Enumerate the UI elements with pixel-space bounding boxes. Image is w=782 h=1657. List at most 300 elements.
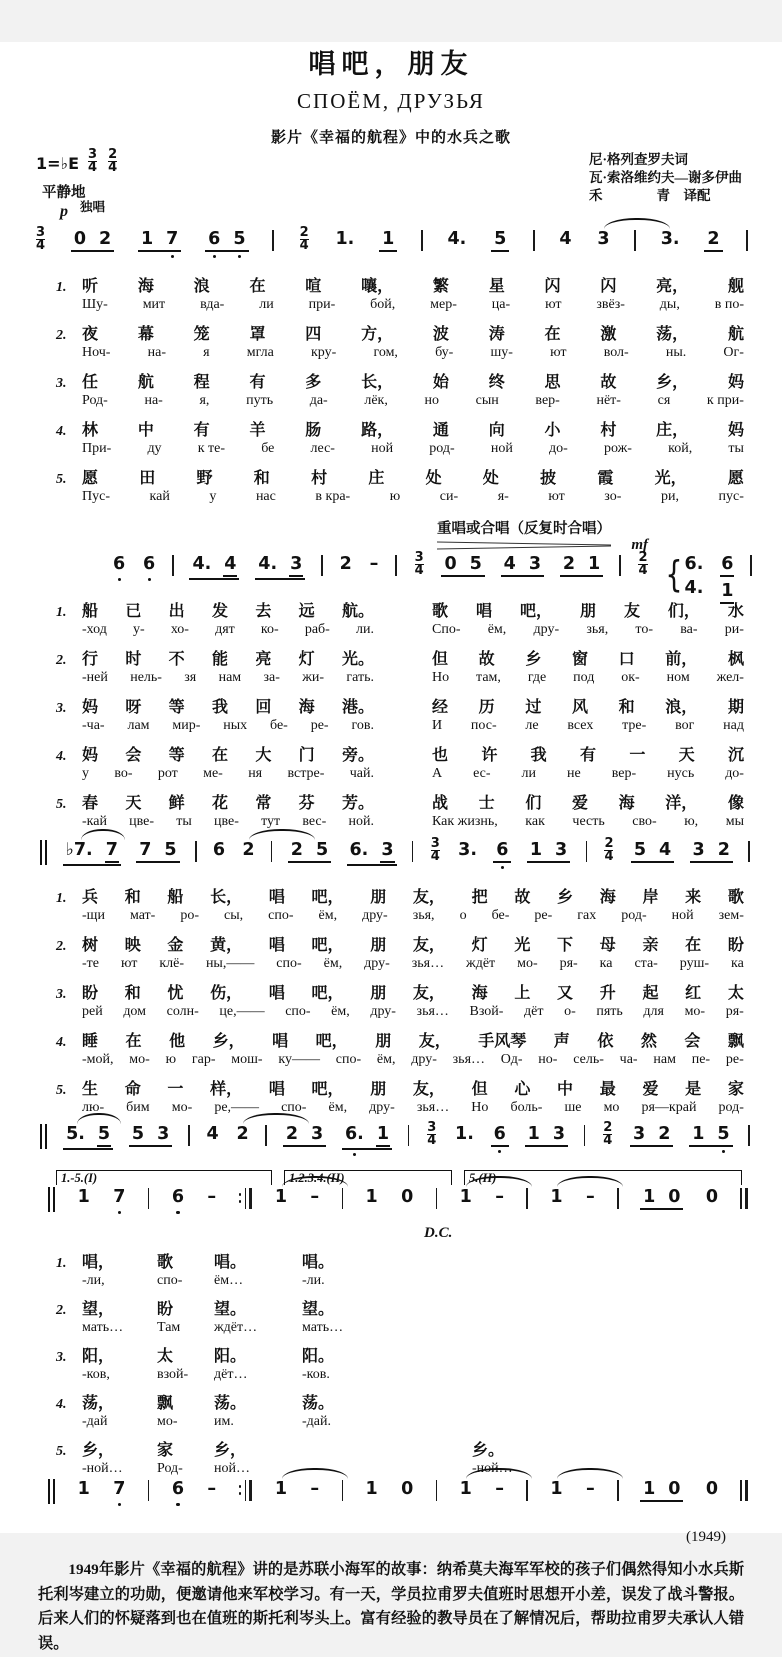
lyric-row-ru bbox=[56, 1273, 744, 1289]
note-value: 1. bbox=[455, 1124, 474, 1144]
note-value: 4 bbox=[223, 554, 237, 577]
note bbox=[223, 554, 237, 577]
note-value: 1. bbox=[335, 229, 355, 249]
note bbox=[667, 1187, 681, 1207]
lyric-syllable: до- bbox=[549, 441, 568, 456]
lyric-syllable: ли bbox=[259, 297, 274, 312]
lyric-syllable: 去 bbox=[255, 603, 272, 620]
lyric-syllable: -дай bbox=[82, 1414, 108, 1429]
composition-year: (1949) bbox=[686, 1529, 726, 1545]
lyric-syllable: зо- bbox=[604, 489, 622, 504]
beam-group bbox=[63, 840, 121, 866]
barline bbox=[436, 1188, 438, 1209]
page-title-russian: СПОЁМ, ДРУЗЬЯ bbox=[297, 89, 485, 113]
element bbox=[249, 1480, 253, 1501]
lyric-syllable: гом, bbox=[373, 345, 398, 360]
lyric-syllable: во- bbox=[114, 766, 133, 781]
lyric-syllable: зя bbox=[184, 670, 197, 685]
note-value: 3. bbox=[458, 840, 477, 860]
note-value: 7 bbox=[105, 840, 119, 863]
note-value: – bbox=[310, 1187, 320, 1207]
note-value: – bbox=[495, 1479, 504, 1499]
note-value: 1 bbox=[459, 1479, 472, 1499]
lyric-syllable: 把 bbox=[471, 889, 488, 906]
time-top: 3 bbox=[430, 836, 440, 851]
da-capo-mark: D.C. bbox=[424, 1225, 453, 1241]
lyric-syllable: спо- bbox=[276, 956, 302, 971]
lyric-syllable: 乡。 bbox=[472, 1442, 505, 1459]
system-bracket bbox=[40, 1124, 47, 1149]
lyric-syllable: 和 bbox=[618, 699, 635, 716]
lyric-syllable: 沉 bbox=[727, 747, 744, 764]
note-value: 2 bbox=[290, 840, 303, 860]
lyric-syllable: ты bbox=[176, 814, 192, 829]
note bbox=[380, 840, 394, 863]
music-line-3 bbox=[40, 836, 750, 876]
mf-dynamic: mf bbox=[631, 537, 648, 553]
lyric-syllable: 等 bbox=[168, 747, 185, 764]
element bbox=[82, 1296, 744, 1319]
lyric-syllable: сель- bbox=[573, 1052, 604, 1067]
note bbox=[376, 1124, 390, 1147]
note-value: 3 bbox=[380, 840, 394, 863]
time-bottom: 4 bbox=[603, 1133, 613, 1148]
lyric-syllable: 披 bbox=[540, 470, 557, 487]
lyric-syllable: 又 bbox=[557, 985, 574, 1002]
lyric-syllable: зья… bbox=[452, 1052, 486, 1067]
lyric-syllable: 乡， bbox=[214, 1442, 247, 1459]
lyric-syllable: -ча- bbox=[82, 718, 105, 733]
lyric-syllable: 海 bbox=[298, 699, 315, 716]
element bbox=[239, 1492, 242, 1495]
lyric-syllable: рей bbox=[82, 1004, 103, 1019]
lyric-syllable: -ход bbox=[82, 622, 107, 637]
beam-group bbox=[138, 229, 181, 252]
tie-arc bbox=[81, 829, 125, 840]
element bbox=[745, 1480, 749, 1501]
beam-group bbox=[630, 1124, 673, 1147]
lyric-syllable: ю, bbox=[684, 814, 699, 829]
element bbox=[82, 369, 744, 392]
ending-bracket-2: 1.2.3.4.(II) bbox=[284, 1170, 452, 1185]
lyric-row-zh bbox=[56, 1390, 744, 1413]
lyric-syllable: жел- bbox=[716, 670, 744, 685]
lyric-syllable: -ней bbox=[82, 670, 108, 685]
lyric-syllable: нам bbox=[653, 1052, 676, 1067]
lyric-syllable: 伤， bbox=[210, 985, 243, 1002]
chord-brace: { bbox=[665, 554, 683, 597]
barline bbox=[272, 230, 274, 251]
note-value: 2 bbox=[658, 1124, 671, 1144]
lyric-syllable: 中 bbox=[557, 1081, 574, 1098]
note-value: 2 bbox=[717, 840, 730, 860]
note-value: 6. bbox=[349, 840, 369, 860]
beam-group bbox=[189, 554, 239, 580]
lyric-row-ru bbox=[56, 670, 744, 686]
note bbox=[528, 554, 542, 574]
lyric-row-zh bbox=[56, 417, 744, 440]
lyric-syllable: 前， bbox=[665, 651, 698, 668]
barline bbox=[533, 230, 535, 251]
barline bbox=[617, 1188, 619, 1209]
lyric-syllable: мгла bbox=[246, 345, 274, 360]
lyric-syllable: 枫 bbox=[727, 651, 744, 668]
beam-group bbox=[689, 1124, 732, 1147]
lyric-syllable: 唱。 bbox=[302, 1254, 335, 1271]
beam-group bbox=[501, 554, 544, 577]
lyric-syllable: 来 bbox=[685, 889, 702, 906]
element bbox=[40, 1124, 42, 1149]
lyric-syllable: Как жизнь, bbox=[432, 814, 498, 829]
lyric-syllable: до- bbox=[725, 766, 744, 781]
note bbox=[171, 1479, 185, 1499]
lyric-syllable: 幕 bbox=[137, 326, 154, 343]
note bbox=[443, 554, 457, 574]
chord bbox=[665, 554, 704, 598]
crescendo-hairpin bbox=[435, 540, 613, 550]
note bbox=[667, 1479, 681, 1499]
lyric-syllable: 肠 bbox=[305, 422, 322, 439]
lyric-syllable: 大 bbox=[255, 747, 272, 764]
lyric-syllable: Шу- bbox=[82, 297, 108, 312]
lyric-syllable: 阳。 bbox=[214, 1348, 247, 1365]
lyric-syllable: 升 bbox=[599, 985, 616, 1002]
lyric-syllable: 在 bbox=[211, 747, 228, 764]
element bbox=[40, 840, 42, 865]
note-value: 1 bbox=[527, 1124, 540, 1144]
element bbox=[720, 554, 734, 604]
verse-number: 3. bbox=[56, 1350, 67, 1365]
lyric-syllable: мать… bbox=[302, 1320, 344, 1335]
note bbox=[691, 1124, 705, 1144]
lyric-syllable: ку—— bbox=[278, 1052, 320, 1067]
element bbox=[239, 1200, 242, 1203]
lyric-syllable: 海 bbox=[599, 889, 616, 906]
lyric-row-zh bbox=[56, 321, 744, 344]
lyric-syllable: 灯 bbox=[471, 937, 488, 954]
key-label: 1=♭E bbox=[36, 154, 80, 173]
lyric-syllable: 光。 bbox=[341, 651, 374, 668]
lyric-syllable: 家 bbox=[157, 1442, 174, 1459]
lyric-syllable: ждёт… bbox=[214, 1320, 258, 1335]
note bbox=[554, 840, 568, 860]
lyric-syllable: 然 bbox=[640, 1033, 657, 1050]
lyric-syllable: нель- bbox=[130, 670, 162, 685]
repeat-barline bbox=[239, 1187, 253, 1209]
lyric-syllable: ём, bbox=[323, 956, 343, 971]
note bbox=[503, 554, 517, 574]
lyric-syllable: 友， bbox=[412, 889, 445, 906]
lyric-syllable: 乡， bbox=[656, 374, 689, 391]
lyric-syllable: ся bbox=[657, 393, 671, 408]
lyric-syllable: 唱 bbox=[272, 1033, 289, 1050]
lyric-syllable: ю bbox=[389, 489, 401, 504]
note bbox=[469, 554, 483, 574]
lyric-syllable: зья, bbox=[412, 908, 435, 923]
note bbox=[562, 554, 576, 574]
lyric-syllable: мош- bbox=[231, 1052, 263, 1067]
ending-brackets bbox=[56, 1170, 742, 1185]
note-value: 6 bbox=[143, 554, 156, 574]
lyric-syllable: зья… bbox=[416, 1004, 449, 1019]
barline bbox=[584, 1125, 586, 1146]
verse-number: 2. bbox=[56, 328, 67, 343]
lyric-syllable: ды, bbox=[659, 297, 680, 312]
time-bottom: 4 bbox=[299, 238, 309, 253]
credits bbox=[589, 151, 742, 205]
lyric-syllable: 港。 bbox=[341, 699, 374, 716]
beam-group bbox=[527, 840, 570, 863]
beam-group bbox=[136, 840, 179, 863]
translator-credit: 禾 青 译配 bbox=[588, 188, 711, 203]
note-value: 5 bbox=[494, 229, 507, 249]
note-value: 3 bbox=[528, 554, 542, 574]
lyric-syllable: 故 bbox=[600, 374, 617, 391]
lyric-syllable: вес- bbox=[302, 814, 327, 829]
lyric-syllable: ше bbox=[564, 1100, 582, 1115]
note bbox=[77, 1187, 91, 1207]
element bbox=[432, 742, 744, 765]
lyric-syllable: ря- bbox=[725, 1004, 744, 1019]
lyric-row-zh bbox=[56, 1076, 744, 1099]
barline bbox=[526, 1188, 528, 1209]
note-value: 0 bbox=[401, 1479, 414, 1499]
note bbox=[142, 554, 156, 574]
note-value: 2 bbox=[339, 554, 352, 574]
element bbox=[82, 345, 744, 361]
note-value: 1 bbox=[77, 1479, 90, 1499]
time-bottom: 4 bbox=[430, 849, 440, 864]
note bbox=[285, 1124, 299, 1144]
lyric-syllable: ём, bbox=[328, 1100, 348, 1115]
lyric-syllable: цве- bbox=[213, 814, 239, 829]
lyric-row-ru bbox=[56, 1461, 744, 1477]
note bbox=[241, 840, 255, 860]
time-bottom: 4 bbox=[427, 1133, 437, 1148]
note-value: 6 bbox=[208, 229, 221, 249]
lyric-syllable: дру- bbox=[411, 1052, 437, 1067]
verse-number: 2. bbox=[56, 1303, 67, 1318]
note-value: 4 bbox=[559, 229, 572, 249]
lyric-syllable: гах bbox=[577, 908, 597, 923]
lyric-syllable: 航 bbox=[727, 326, 744, 343]
note bbox=[235, 1124, 249, 1144]
lyric-syllable: рож- bbox=[603, 441, 632, 456]
time-signature bbox=[36, 227, 45, 252]
lyric-row-zh bbox=[56, 742, 744, 765]
element bbox=[432, 718, 744, 734]
note-value: 6 bbox=[496, 840, 509, 860]
note-value: 4 bbox=[206, 1124, 219, 1144]
element bbox=[82, 1320, 744, 1336]
note bbox=[657, 1124, 671, 1144]
note bbox=[112, 1479, 126, 1499]
note-value: 1 bbox=[459, 1187, 472, 1207]
note-value: 1 bbox=[550, 1479, 563, 1499]
lyric-syllable: 吧， bbox=[311, 985, 344, 1002]
lyric-syllable: ка bbox=[731, 956, 744, 971]
lyric-syllable: 望。 bbox=[302, 1301, 335, 1318]
lyric-syllable: 旁。 bbox=[341, 747, 374, 764]
lyric-syllable: 友， bbox=[412, 1081, 445, 1098]
dynamic-p: p bbox=[60, 203, 68, 220]
lyric-syllable: ют bbox=[120, 956, 138, 971]
note bbox=[706, 229, 720, 249]
lyric-syllable: зья… bbox=[411, 956, 445, 971]
note bbox=[633, 840, 647, 860]
lyric-syllable: Род- bbox=[82, 393, 108, 408]
note-value: 5. bbox=[66, 1124, 85, 1144]
lyric-syllable: 盼 bbox=[727, 937, 744, 954]
lyric-syllable: ста- bbox=[634, 956, 658, 971]
lyric-syllable: 不 bbox=[168, 651, 185, 668]
lyric-syllable: 树 bbox=[82, 937, 99, 954]
note bbox=[549, 1479, 563, 1499]
lyric-row-ru bbox=[56, 441, 744, 457]
note-value: 5 bbox=[717, 1124, 730, 1144]
note bbox=[365, 1479, 379, 1499]
lyric-syllable: 样， bbox=[210, 1081, 243, 1098]
note-value: 7 bbox=[139, 840, 152, 860]
lyric-syllable: мир- bbox=[172, 718, 201, 733]
lyric-syllable: 朋 bbox=[579, 603, 596, 620]
lyric-syllable: 故 bbox=[514, 889, 531, 906]
lyric-syllable: к те- bbox=[197, 441, 226, 456]
lyric-syllable: 呀 bbox=[125, 699, 142, 716]
lyric-syllable: 野 bbox=[196, 470, 213, 487]
element bbox=[432, 670, 744, 686]
element bbox=[82, 718, 374, 734]
lyric-syllable: ём… bbox=[214, 1273, 244, 1288]
lyric-syllable: ря—край bbox=[641, 1100, 697, 1115]
lyric-syllable: ря- bbox=[559, 956, 578, 971]
lyric-syllable: дру- bbox=[369, 1100, 395, 1115]
tempo-marking: 平静地 bbox=[42, 185, 86, 201]
note-value: 1 bbox=[140, 229, 154, 249]
lyric-syllable: 通 bbox=[432, 422, 449, 439]
note-value: 6 bbox=[212, 840, 226, 860]
time-bottom: 4 bbox=[414, 563, 424, 578]
music-line-5-upper bbox=[48, 1187, 748, 1223]
lyric-row-ru bbox=[56, 766, 744, 782]
lyric-syllable: 长， bbox=[210, 889, 243, 906]
barline bbox=[195, 841, 197, 862]
lyric-syllable: 起 bbox=[642, 985, 659, 1002]
note bbox=[140, 229, 154, 249]
lyric-syllable: в по- bbox=[714, 297, 744, 312]
lyric-syllable: 士 bbox=[478, 795, 495, 812]
note bbox=[315, 840, 329, 860]
element bbox=[82, 1052, 744, 1068]
time-signature bbox=[415, 552, 424, 577]
verse-block-2 bbox=[0, 598, 782, 830]
lyric-syllable: 羊 bbox=[249, 422, 266, 439]
beam-group bbox=[288, 840, 331, 863]
lyric-syllable: о- bbox=[564, 1004, 576, 1019]
lyric-syllable: 任 bbox=[82, 374, 99, 391]
verse-number: 3. bbox=[56, 376, 67, 391]
element bbox=[82, 932, 744, 955]
verse-number: 4. bbox=[56, 424, 67, 439]
lyric-syllable: ной bbox=[671, 908, 694, 923]
lyric-syllable: звёз- bbox=[596, 297, 625, 312]
lyric-syllable: 在 bbox=[125, 1033, 142, 1050]
lyric-row-ru bbox=[56, 393, 744, 409]
lyric-row-zh bbox=[56, 1249, 744, 1272]
music-line-5-lower bbox=[48, 1479, 748, 1515]
meter-3-4: 3 4 bbox=[88, 147, 98, 175]
note-value: – bbox=[369, 554, 379, 574]
lyric-syllable: 水 bbox=[727, 603, 744, 620]
time-signature bbox=[431, 838, 440, 863]
time-signature bbox=[638, 552, 647, 577]
lyric-row-ru bbox=[56, 1052, 744, 1068]
lyric-syllable: 罩 bbox=[249, 326, 266, 343]
lyric-row-ru bbox=[56, 1100, 744, 1116]
note-value: 3 bbox=[597, 229, 610, 249]
lyric-syllable: 经 bbox=[432, 699, 449, 716]
element bbox=[82, 646, 374, 669]
note-value: 1 bbox=[274, 1187, 287, 1207]
lyric-row-ru bbox=[56, 1367, 744, 1383]
lyric-syllable: 在 bbox=[249, 278, 266, 295]
beam-group bbox=[690, 840, 733, 863]
verse-number: 2. bbox=[56, 939, 67, 954]
element bbox=[432, 694, 744, 717]
beam-group bbox=[493, 840, 511, 863]
lyric-syllable: гар- bbox=[191, 1052, 216, 1067]
music-line-4 bbox=[40, 1120, 750, 1160]
lyric-syllable: 始 bbox=[432, 374, 449, 391]
beam-group bbox=[342, 1124, 392, 1150]
lyric-syllable: 灯 bbox=[298, 651, 315, 668]
lyric-syllable: 荡， bbox=[82, 1395, 115, 1412]
element bbox=[82, 694, 374, 717]
chord bbox=[720, 554, 734, 604]
verse-number: 3. bbox=[56, 701, 67, 716]
beam-group bbox=[491, 229, 509, 252]
lyric-syllable: 过 bbox=[525, 699, 542, 716]
note bbox=[257, 554, 278, 577]
note bbox=[459, 1187, 473, 1207]
note-value: 3 bbox=[692, 840, 705, 860]
lyric-syllable: 飘 bbox=[727, 1033, 744, 1050]
element bbox=[82, 1437, 744, 1460]
lyric-syllable: там, bbox=[476, 670, 501, 685]
lyric-syllable: ют bbox=[545, 297, 562, 312]
lyric-syllable: 友 bbox=[623, 603, 640, 620]
lyric-syllable: шу- bbox=[490, 345, 513, 360]
lyric-syllable: на- bbox=[144, 393, 163, 408]
element bbox=[432, 790, 744, 813]
note-value: 1 bbox=[365, 1187, 378, 1207]
lyric-syllable: ча- bbox=[619, 1052, 638, 1067]
lyric-syllable: 荡。 bbox=[214, 1395, 247, 1412]
lyric-syllable: кай bbox=[149, 489, 170, 504]
chord-bottom: 1 bbox=[720, 581, 734, 604]
lyric-syllable: 盼 bbox=[157, 1301, 174, 1318]
lyric-syllable: 家 bbox=[727, 1081, 744, 1098]
lyric-syllable: -ной… bbox=[472, 1461, 513, 1476]
lyric-syllable: 花 bbox=[211, 795, 228, 812]
note-value: – bbox=[310, 1479, 320, 1499]
barline bbox=[265, 1125, 267, 1146]
lyric-syllable: мат- bbox=[129, 908, 156, 923]
note bbox=[232, 229, 246, 249]
note-value: 1 bbox=[376, 1124, 390, 1147]
lyric-syllable: спо- bbox=[285, 1004, 311, 1019]
lyric-syllable: 乡 bbox=[557, 889, 574, 906]
